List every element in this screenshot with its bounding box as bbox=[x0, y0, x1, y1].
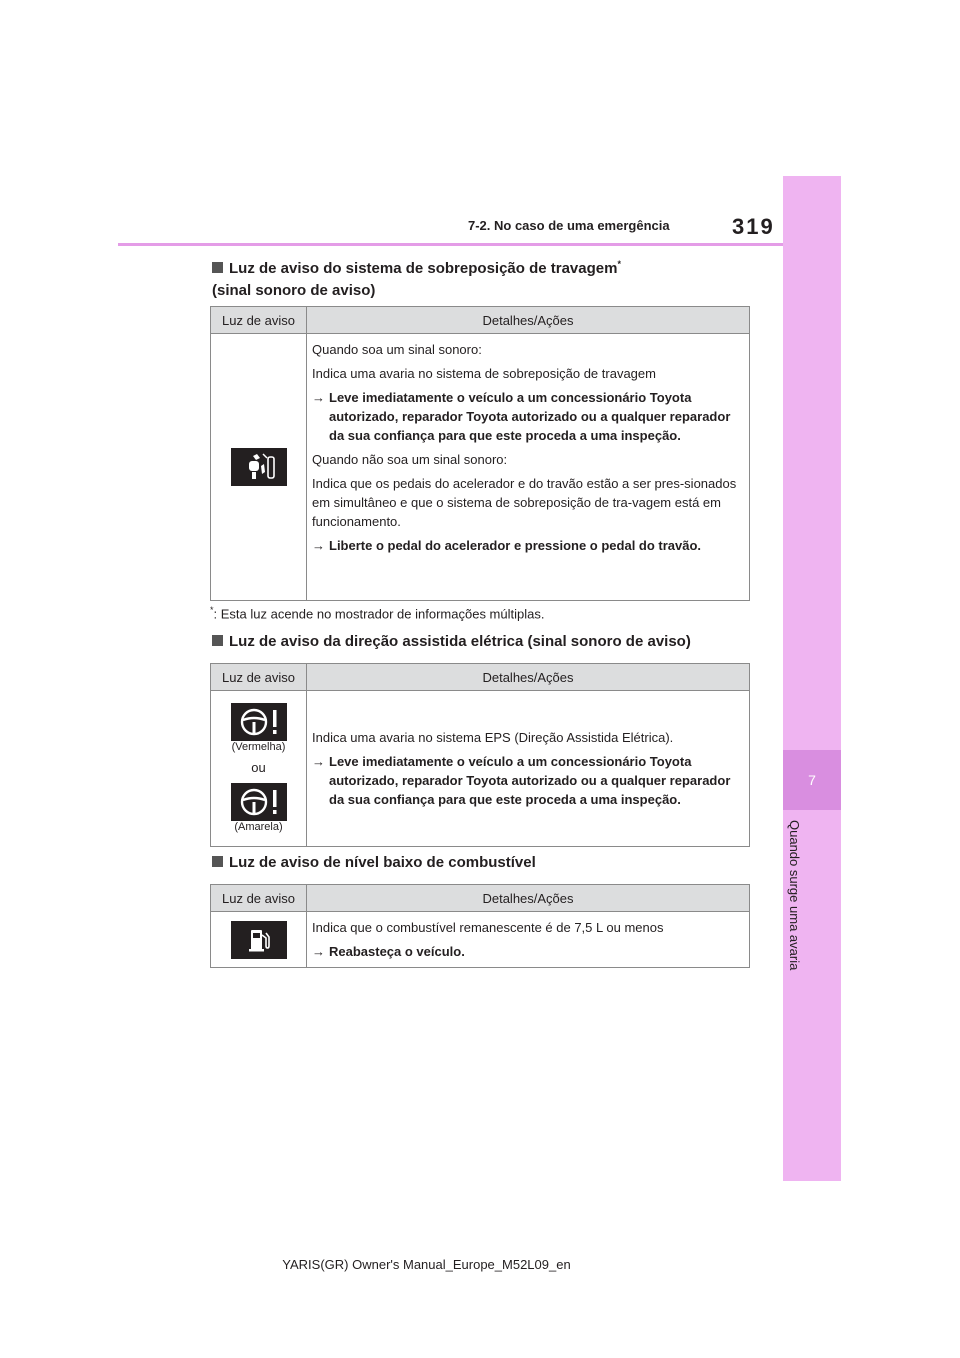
col-header-details: Detalhes/Ações bbox=[307, 307, 750, 334]
chapter-title-vertical bbox=[778, 820, 810, 1010]
action-item bbox=[312, 536, 743, 555]
details-cell bbox=[307, 334, 750, 601]
details-cell bbox=[307, 691, 750, 847]
table-row bbox=[211, 691, 750, 847]
heading-text: Luz de aviso da direção assistida elétrica (sinal sonoro de aviso) bbox=[229, 633, 691, 650]
heading-text: Luz de aviso do sistema de sobreposição de travagem bbox=[229, 260, 618, 277]
header-rule bbox=[118, 243, 783, 246]
section-heading-eps bbox=[212, 631, 691, 653]
section-heading-brake-override bbox=[212, 253, 621, 302]
detail-text: Indica que o combustível remanescente é de 7,5 L ou menos bbox=[312, 920, 664, 935]
action-text: Liberte o pedal do acelerador e pressione o pedal do travão. bbox=[329, 538, 702, 553]
col-header-details: Detalhes/Ações bbox=[307, 664, 750, 691]
icon-label-red: (Vermelha) bbox=[231, 741, 286, 753]
footer-text: YARIS(GR) Owner's Manual_Europe_M52L09_en bbox=[282, 1257, 571, 1272]
table-header-row bbox=[211, 664, 750, 691]
table-header-row bbox=[211, 307, 750, 334]
section-title: 7-2. No caso de uma emergência bbox=[468, 218, 670, 233]
table-row bbox=[211, 912, 750, 968]
or-label: ou bbox=[251, 760, 266, 775]
page-footer bbox=[0, 1257, 783, 1272]
section-heading-fuel bbox=[212, 852, 536, 874]
heading-bullet bbox=[212, 856, 223, 867]
col-header-light: Luz de aviso bbox=[211, 664, 307, 691]
chapter-side-tab bbox=[783, 176, 841, 1181]
fuel-pump-icon bbox=[231, 921, 287, 959]
steering-wheel-warning-icon bbox=[231, 703, 287, 741]
heading-bullet bbox=[212, 262, 223, 273]
col-header-details: Detalhes/Ações bbox=[307, 885, 750, 912]
chapter-number: 7 bbox=[808, 772, 816, 788]
icon-cell bbox=[211, 334, 307, 601]
action-item bbox=[312, 752, 743, 809]
warning-table-eps bbox=[210, 663, 750, 847]
heading-bullet bbox=[212, 635, 223, 646]
warning-table-fuel bbox=[210, 884, 750, 968]
brake-override-warning-icon bbox=[231, 448, 287, 486]
footnote bbox=[210, 605, 544, 621]
arrow-icon: → bbox=[312, 390, 325, 405]
footnote-text: : Esta luz acende no mostrador de informações múltiplas. bbox=[213, 606, 545, 622]
warning-table-brake-override bbox=[210, 306, 750, 601]
chapter-number-tab bbox=[783, 750, 841, 810]
table-row bbox=[211, 334, 750, 601]
icon-label-amber: (Amarela) bbox=[234, 821, 283, 833]
arrow-icon: → bbox=[312, 754, 325, 769]
action-text: Leve imediatamente o veículo a um concessionário Toyota autorizado, reparador Toyota autorizado ou a qualquer reparador da sua confiança para que este proceda a uma inspeção. bbox=[329, 390, 731, 443]
page-number: 319 bbox=[732, 214, 775, 239]
action-item bbox=[312, 388, 743, 445]
heading-text: Luz de aviso de nível baixo de combustível bbox=[229, 854, 536, 871]
action-text: Leve imediatamente o veículo a um concessionário Toyota autorizado, reparador Toyota autorizado ou a qualquer reparador da sua confiança para que este proceda a uma inspeção. bbox=[329, 754, 731, 807]
footnote-mark: * bbox=[617, 259, 621, 269]
detail-text: Indica uma avaria no sistema de sobreposição de travagem bbox=[312, 366, 656, 381]
heading-text-line2: (sinal sonoro de aviso) bbox=[212, 282, 376, 299]
table-header-row bbox=[211, 885, 750, 912]
arrow-icon: → bbox=[312, 538, 325, 553]
footnote-mark: * bbox=[210, 605, 214, 615]
action-item bbox=[312, 942, 743, 961]
detail-text: Indica que os pedais do acelerador e do travão estão a ser pres-sionados em simultâneo e que o sistema de sobreposição de tra-vagem está em funcionamento. bbox=[312, 476, 737, 529]
chapter-title: Quando surge uma avaria bbox=[787, 820, 802, 971]
detail-text: Quando soa um sinal sonoro: bbox=[312, 342, 482, 357]
steering-wheel-warning-icon bbox=[231, 783, 287, 821]
details-cell bbox=[307, 912, 750, 968]
detail-text: Quando não soa um sinal sonoro: bbox=[312, 452, 508, 467]
col-header-light: Luz de aviso bbox=[211, 885, 307, 912]
col-header-light: Luz de aviso bbox=[211, 307, 307, 334]
arrow-icon: → bbox=[312, 944, 325, 959]
icon-cell bbox=[211, 691, 307, 847]
icon-cell bbox=[211, 912, 307, 968]
action-text: Reabasteça o veículo. bbox=[329, 944, 465, 959]
detail-text: Indica uma avaria no sistema EPS (Direção Assistida Elétrica). bbox=[312, 730, 674, 745]
